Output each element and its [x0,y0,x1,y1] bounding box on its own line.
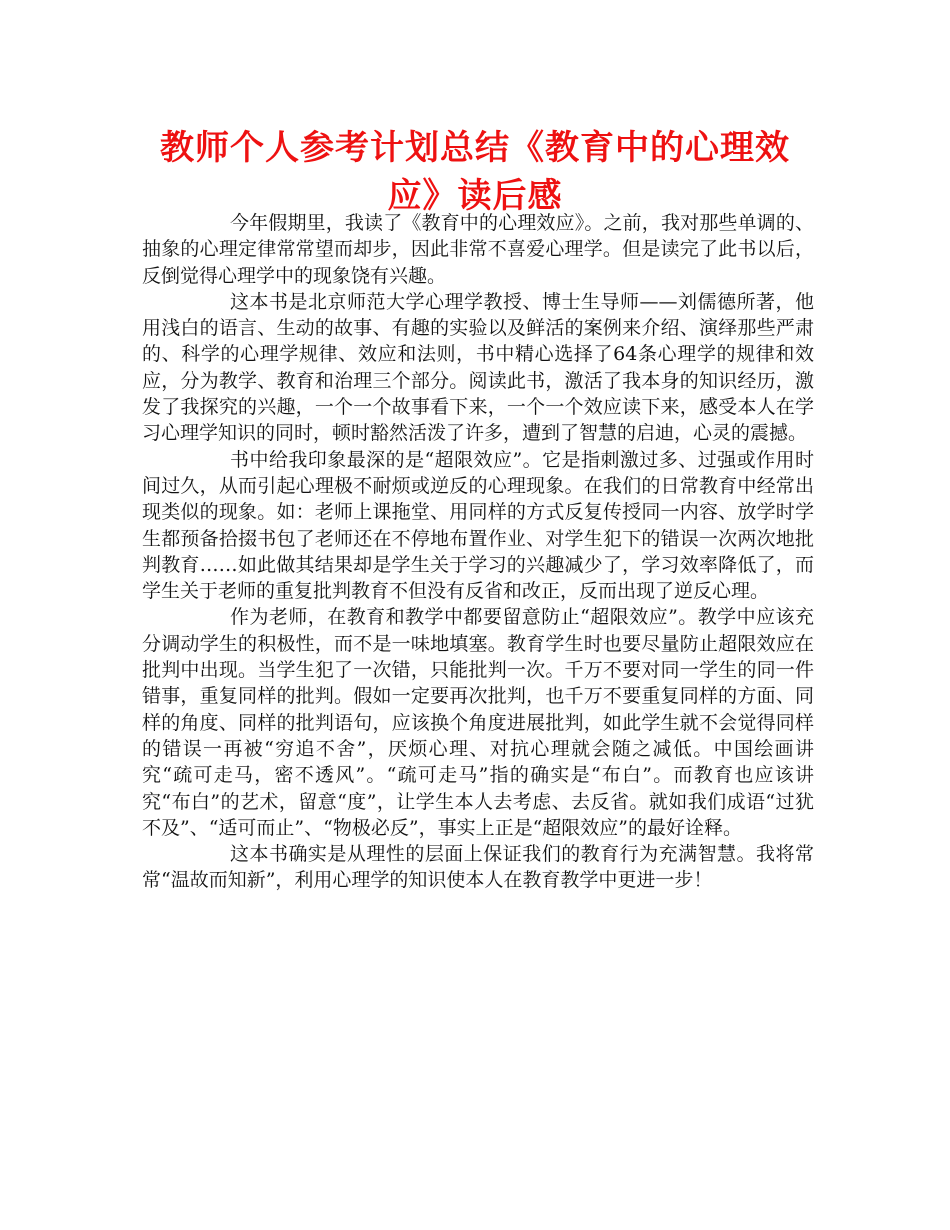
paragraph-3: 书中给我印象最深的是“超限效应”。它是指刺激过多、过强或作用时间过久，从而引起心理极不耐烦或逆反的心理现象。在我们的日常教育中经常出现类似的现象。如：老师上课拖堂、用同样的方式反复传授同一内容、放学时学生都预备拾掇书包了老师还在不停地布置作业、对学生犯下的错误一次两次地批判教育……如此做其结果却是学生关于学习的兴趣减少了，学习效率降低了，而学生关于老师的重复批判教育不但没有反省和改正，反而出现了逆反心理。 [142,448,814,603]
paragraph-1: 今年假期里，我读了《教育中的心理效应》。之前，我对那些单调的、抽象的心理定律常常望而却步，因此非常不喜爱心理学。但是读完了此书以后，反倒觉得心理学中的现象饶有兴趣。 [142,212,814,287]
paragraph-4: 作为老师，在教育和教学中都要留意防止“超限效应”。教学中应该充分调动学生的积极性，而不是一味地填塞。教育学生时也要尽量防止超限效应在批判中出现。当学生犯了一次错，只能批判一次。千万不要对同一学生的同一件错事，重复同样的批判。假如一定要再次批判，也千万不要重复同样的方面、同样的角度、同样的批判语句，应该换个角度进展批判，如此学生就不会觉得同样的错误一再被“穷追不舍”，厌烦心理、对抗心理就会随之减低。中国绘画讲究“疏可走马，密不透风”。“疏可走马”指的确实是“布白”。而教育也应该讲究“布白”的艺术，留意“度”，让学生本人去考虑、去反省。就如我们成语“过犹不及”、“适可而止”、“物极必反”，事实上正是“超限效应”的最好诠释。 [142,606,814,839]
paragraph-5: 这本书确实是从理性的层面上保证我们的教育行为充满智慧。我将常常“温故而知新”，利用心理学的知识使本人在教育教学中更进一步！ [142,843,814,892]
paragraph-2: 这本书是北京师范大学心理学教授、博士生导师——刘儒德所著，他用浅白的语言、生动的故事、有趣的实验以及鲜活的案例来介绍、演绎那些严肃的、科学的心理学规律、效应和法则，书中精心选择了64条心理学的规律和效应，分为教学、教育和治理三个部分。阅读此书，激活了我本身的知识经历，激发了我探究的兴趣，一个一个故事看下来，一个一个效应读下来，感受本人在学习心理学知识的同时，顿时豁然活泼了许多，遭到了智慧的启迪，心灵的震撼。 [142,290,814,445]
document-title: 教师个人参考计划总结《教育中的心理效应》读后感 [160,128,790,216]
document-body [142,210,814,894]
